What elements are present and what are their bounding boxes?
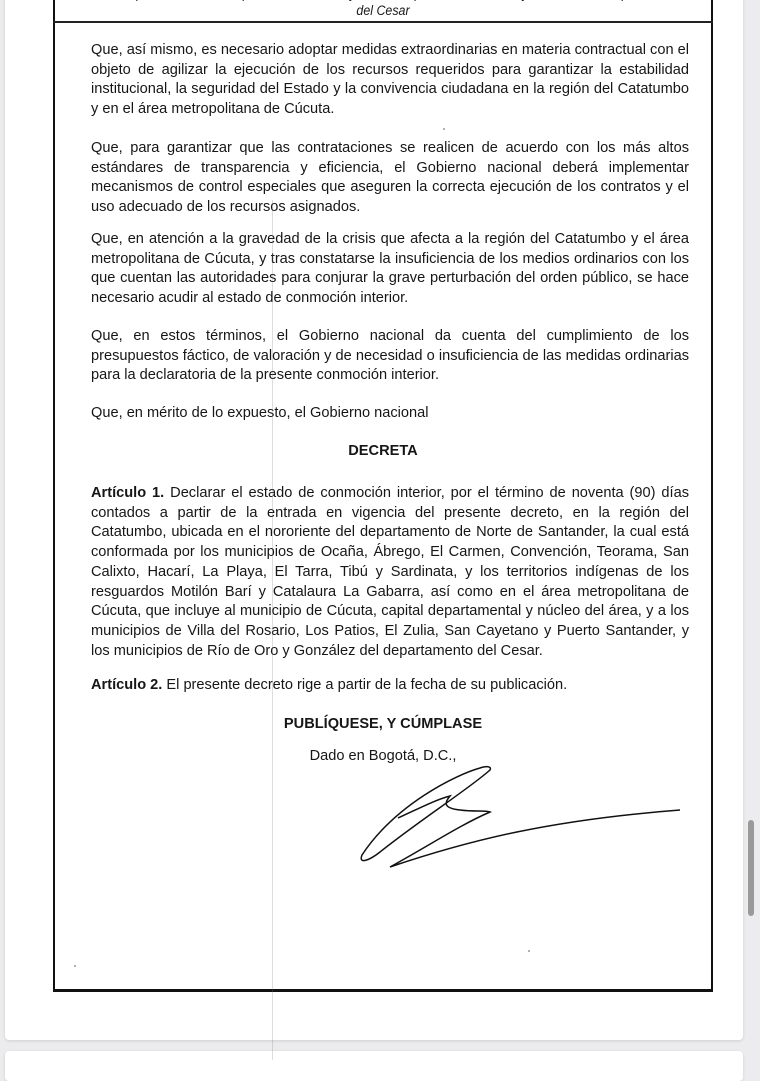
header-line-2: del Cesar [356, 3, 410, 18]
next-document-page [5, 1051, 743, 1081]
paragraph-5 [91, 404, 689, 424]
article-text: Declarar el estado de conmoción interior, por el término de noventa (90) días contados a partir de la entrada en vigencia del presente decreto, en la región del Catatumbo, ubicada en el nororiente del departamento de Norte de Santander, la cual está conformada por los municipios de Ocaña, Ábrego, El Carmen, Convención, Teorama, San Calixto, Hacarí, La Playa, El Tarra, Tibú y Sardinata, y los territorios indígenas de los resguardos Motilón Barí y Catalaura La Gabarra, así como en el área metropolitana de Cúcuta, que incluye al municipio de Cúcuta, capital departamental y núcleo del área, y a los municipios de Villa del Rosario, Los Patios, El Zulia, San Cayetano y Puerto Santander, y los municipios de Río de Oro y González del departamento del Cesar. [91, 485, 690, 659]
scan-speck [528, 950, 530, 952]
place-and-date: Dado en Bogotá, D.C., [309, 748, 457, 764]
article-label: Artículo 2. [91, 677, 163, 693]
paragraph-1 [91, 41, 689, 120]
paragraph-text: Que, en atención a la gravedad de la crisis que afecta a la región del Catatumbo y el área metropolitana de Cúcuta, y tras constatarse la insuficiencia de los medios ordinarios con los que cuentan las autoridades para conjurar la grave perturbación del orden público, se hace necesario acudir al estado de conmoción interior. [91, 231, 689, 307]
article-label: Artículo 1. [91, 485, 165, 501]
paragraph-text: Que, en estos términos, el Gobierno nacional da cuenta del cumplimiento de los presupuestos fáctico, de valoración y de necesidad o insuficiencia de las medidas ordinarias para la declaratoria de la presente conmoción interior. [91, 328, 689, 384]
scan-speck [443, 128, 445, 130]
scan-speck [74, 965, 76, 967]
paragraph-text: Que, para garantizar que las contrataciones se realicen de acuerdo con los más altos estándares de transparencia y eficiencia, el Gobierno nacional deberá implementar mecanismos de control especiales que aseguren la correcta ejecución de los contratos y el uso adecuado de los recursos asignados. [91, 140, 689, 216]
paragraph-2 [91, 139, 689, 218]
document-header-box [53, 0, 713, 23]
signature [350, 760, 680, 880]
signature-stroke [390, 796, 680, 867]
scan-fold-line [272, 200, 273, 1060]
closing-formula: PUBLÍQUESE, Y CÚMPLASE [283, 716, 483, 732]
paragraph-text: Que, así mismo, es necesario adoptar medidas extraordinarias en materia contractual con el objeto de agilizar la ejecución de los recursos requeridos para garantizar la estabilidad institucional, la seguridad del Estado y la convivencia ciudadana en la región del Catatumbo y en el área metropolitana de Cúcuta. [91, 42, 689, 118]
scrollbar-thumb[interactable] [748, 820, 754, 916]
article-1 [91, 484, 689, 661]
article-text: El presente decreto rige a partir de la fecha de su publicación. [162, 677, 568, 693]
header-line-1 [79, 0, 686, 1]
paragraph-text: Que, en mérito de lo expuesto, el Gobierno nacional [91, 405, 429, 421]
paragraph-4 [91, 327, 689, 386]
paragraph-3 [91, 230, 689, 309]
article-2 [91, 676, 689, 696]
decreta-heading: DECRETA [348, 443, 418, 459]
